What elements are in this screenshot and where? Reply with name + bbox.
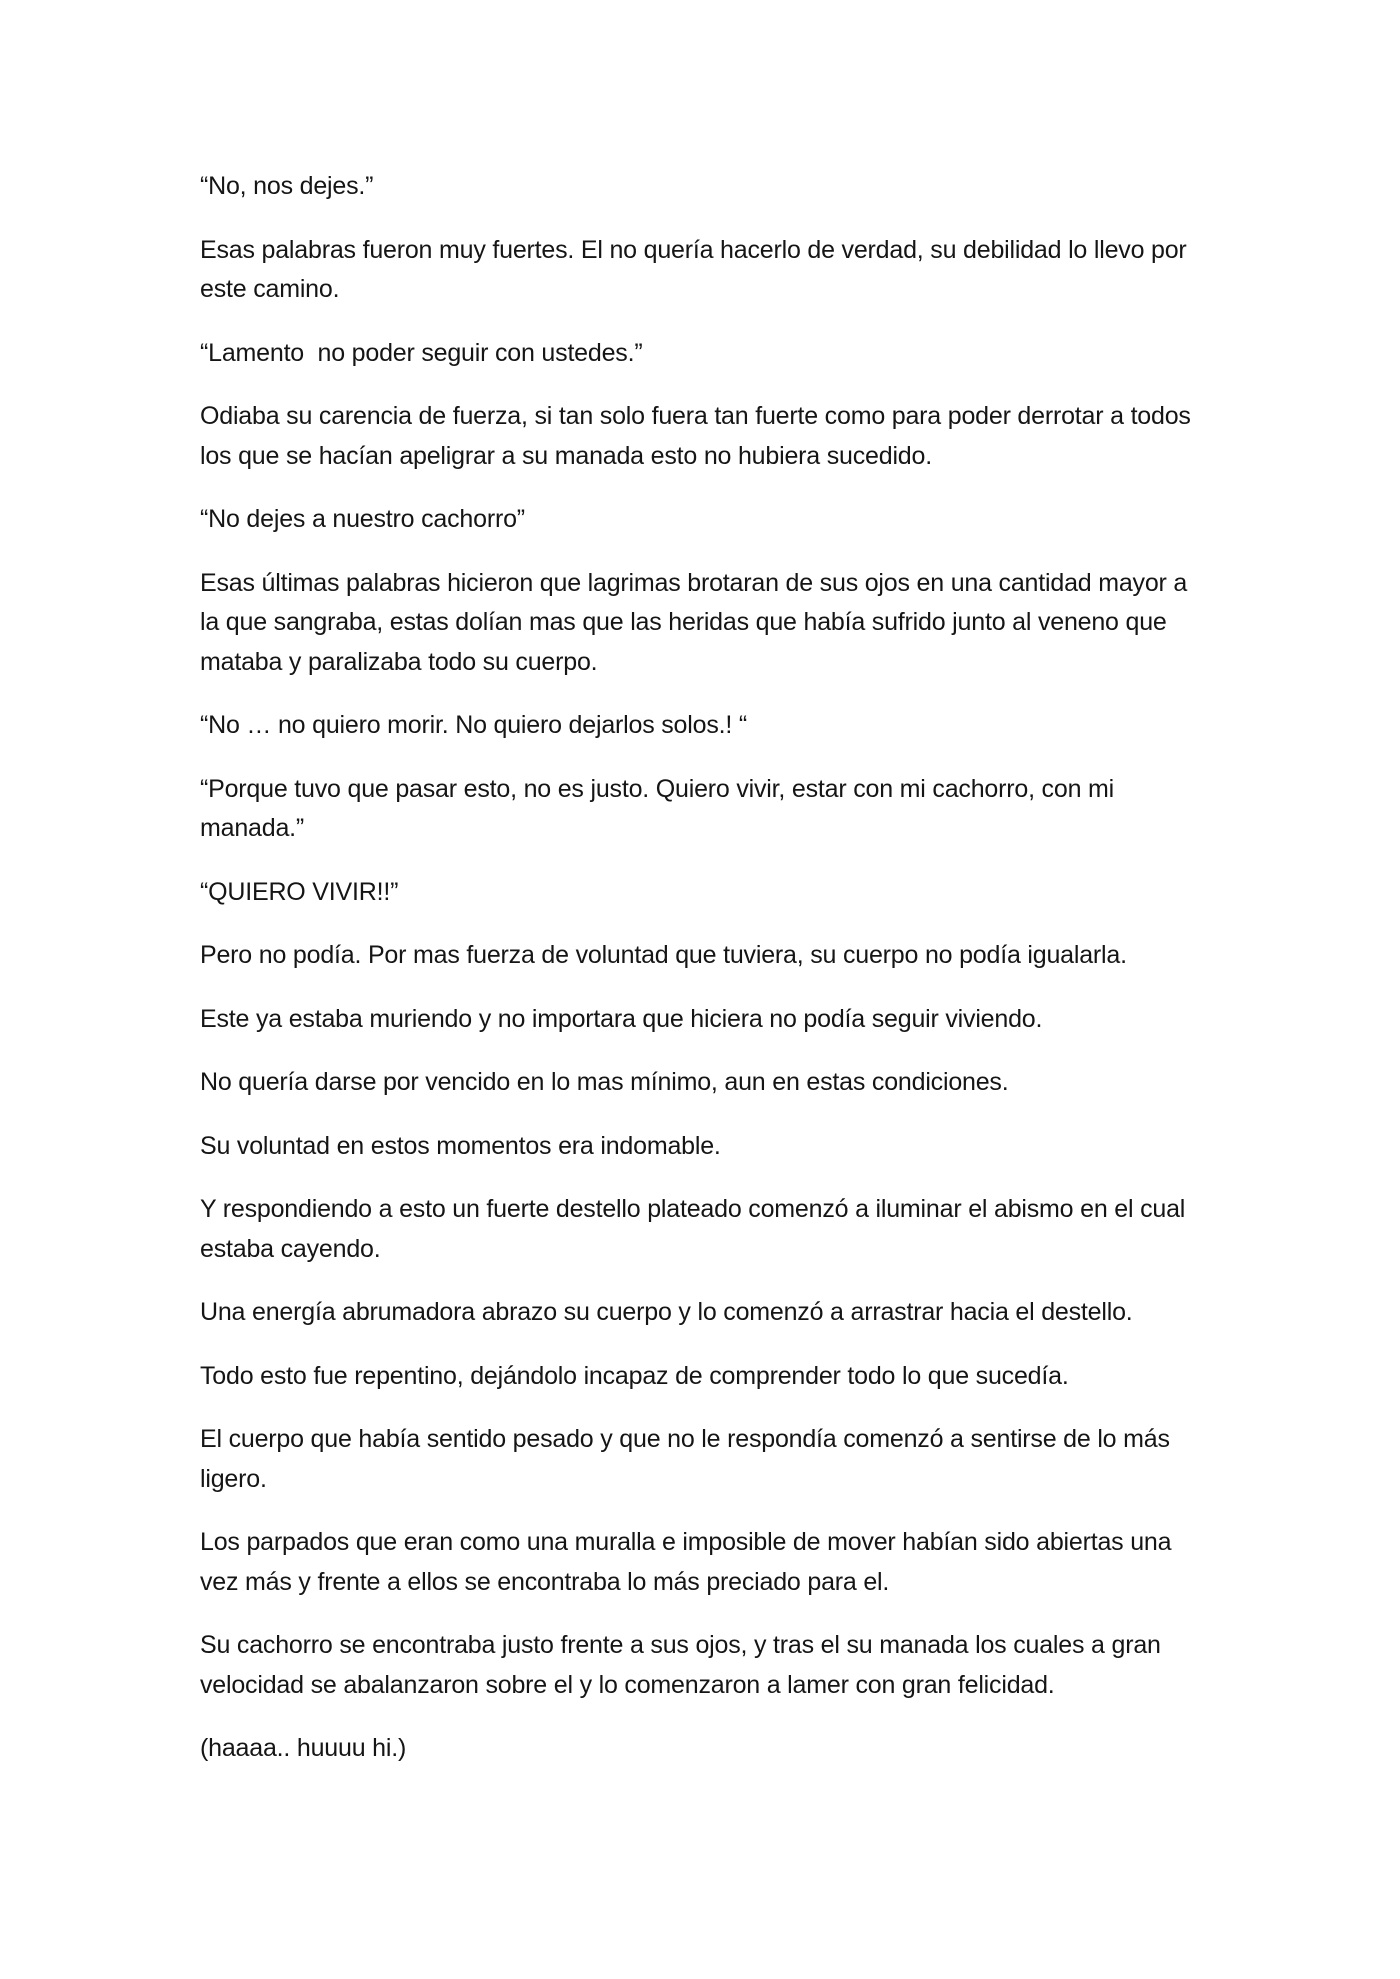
paragraph-3: “Lamento no poder seguir con ustedes.” [200,338,643,367]
paragraph-8: “Porque tuvo que pasar esto, no es justo. Quiero vivir, estar con mi cachorro, con mi manada.” [200,774,1121,842]
paragraph-12: No quería darse por vencido en lo mas mínimo, aun en estas condiciones. [200,1068,1009,1096]
paragraph-17: El cuerpo que había sentido pesado y que no le respondía comenzó a sentirse de lo más ligero. [200,1425,1177,1493]
paragraph-5: “No dejes a nuestro cachorro” [200,505,525,533]
paragraph-4: Odiaba su carencia de fuerza, si tan solo fuera tan fuerte como para poder derrotar a todos los que se hacían apeligrar a su manada esto no hubiera sucedido. [200,402,1198,470]
paragraph-10: Pero no podía. Por mas fuerza de voluntad que tuviera, su cuerpo no podía igualarla. [200,941,1127,969]
paragraph-16: Todo esto fue repentino, dejándolo incapaz de comprender todo lo que sucedía. [200,1361,1069,1390]
document-body [200,167,1200,1793]
paragraph-20: (haaaa.. huuuu hi.) [200,1734,407,1762]
paragraph-9: “QUIERO VIVIR!!” [200,877,399,906]
paragraph-13: Su voluntad en estos momentos era indomable. [200,1131,721,1160]
paragraph-2: Esas palabras fueron muy fuertes. El no quería hacerlo de verdad, su debilidad lo llevo por este camino. [200,235,1194,303]
paragraph-1: “No, nos dejes.” [200,172,374,200]
paragraph-15: Una energía abrumadora abrazo su cuerpo y lo comenzó a arrastrar hacia el destello. [200,1298,1133,1326]
paragraph-7: “No … no quiero morir. No quiero dejarlos solos.! “ [200,711,747,739]
paragraph-18: Los parpados que eran como una muralla e imposible de mover habían sido abiertas una vez más y frente a ellos se encontraba lo más preciado para el. [200,1528,1179,1596]
paragraph-6: Esas últimas palabras hicieron que lagrimas brotaran de sus ojos en una cantidad mayor a la que sangraba, estas dolían mas que las heridas que había sufrido junto al veneno que mataba y paralizaba todo su cuerpo. [200,568,1194,676]
paragraph-14: Y respondiendo a esto un fuerte destello plateado comenzó a iluminar el abismo en el cual estaba cayendo. [200,1195,1192,1263]
paragraph-19: Su cachorro se encontraba justo frente a sus ojos, y tras el su manada los cuales a gran velocidad se abalanzaron sobre el y lo comenzaron a lamer con gran felicidad. [200,1631,1168,1699]
paragraph-11: Este ya estaba muriendo y no importara que hiciera no podía seguir viviendo. [200,1004,1043,1033]
